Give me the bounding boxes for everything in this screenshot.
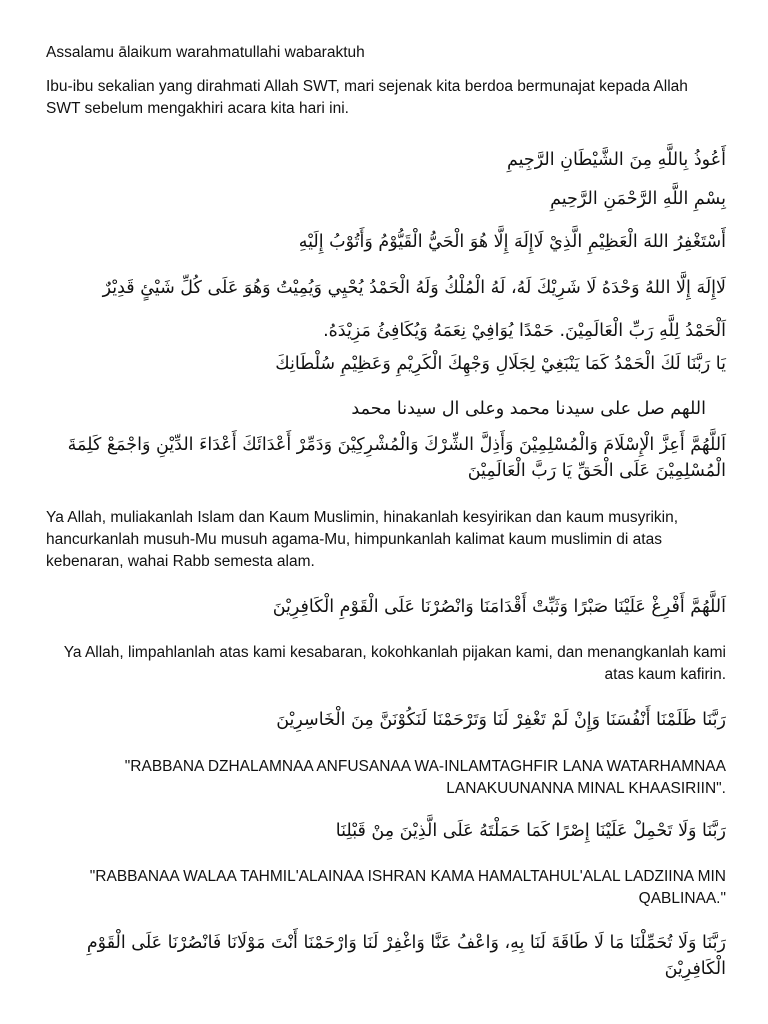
arabic-taawudz: أَعُوذُ بِاللَّهِ مِنَ الشَّيْطَانِ الرَّجِيمِ (506, 150, 726, 170)
arabic-hamdalah: اَلْحَمْدُ لِلَّهِ رَبِّ الْعَالَمِيْنَ. حَمْدًا يُوَافِيْ نِعَمَهُ وَيُكَافِئُ مَزِيْدَهُ. (323, 321, 726, 341)
arabic-doa-zhalamna: رَبَّنَا ظَلَمْنَا أَنْفُسَنَا وَإِنْ لَمْ تَغْفِرْ لَنَا وَتَرْحَمْنَا لَنَكُوْنَنَّ مِنَ الْخَاسِرِيْنَ (276, 710, 726, 730)
translation-islam: Ya Allah, muliakanlah Islam dan Kaum Muslimin, hinakanlah kesyirikan dan kaum musyrikin, hancurkanlah musuh-Mu musuh agama-Mu, himpunkanlah kalimat kaum muslimin di atas kebenaran, wahai Rabb semesta alam. (46, 509, 679, 570)
transliteration-isran: "RABBANAA WALAA TAHMIL'ALAINAA ISHRAN KAMA HAMALTAHUL'ALAL LADZIINA MIN QABLINAA." (89, 868, 726, 907)
arabic-doa-isran: رَبَّنَا وَلَا تَحْمِلْ عَلَيْنَا إِصْرًا كَمَا حَمَلْتَهُ عَلَى الَّذِيْنَ مِنْ قَبْلِنَا (335, 821, 726, 841)
arabic-doa-sabar: اَللَّهُمَّ أَفْرِغْ عَلَيْنَا صَبْرًا وَثَبِّتْ أَقْدَامَنَا وَانْصُرْنَا عَلَى الْقَوْمِ الْكَافِرِيْنَ (272, 597, 726, 617)
arabic-rabbana-lakal-hamdu: يَا رَبَّنَا لَكَ الْحَمْدُ كَمَا يَنْبَغِيْ لِجَلَالِ وَجْهِكَ الْكَرِيْمِ وَعَظِيْمِ سُلْطَانِكَ (275, 354, 726, 374)
arabic-basmalah: بِسْمِ اللَّهِ الرَّحْمَنِ الرَّحِيمِ (550, 189, 726, 209)
arabic-doa-tuhammilna: رَبَّنَا وَلَا تُحَمِّلْنَا مَا لَا طَاقَةَ لَنَا بِهِ، وَاعْفُ عَنَّا وَاغْفِرْ لَنَا وَارْحَمْنَا أَنْتَ مَوْلَانَا فَانْصُرْنَا عَلَى الْقَوْمِ الْكَافِرِيْنَ (86, 933, 726, 979)
arabic-tahlil: لَاإِلَهَ إِلَّا اللهُ وَحْدَهُ لَا شَرِيْكَ لَهُ، لَهُ الْمُلْكُ وَلَهُ الْحَمْدُ يُحْيِي وَيُمِيْتُ وَهُوَ عَلَى كُلِّ شَيْئٍ قَدِيْرٌ (102, 278, 726, 298)
arabic-istighfar: أَسْتَغْفِرُ اللهَ الْعَظِيْمِ الَّذِيْ لَاإِلَهَ إِلَّا هُوَ الْحَيُّ الْقَيُّوْمُ وَأَتُوْبُ إِلَيْهِ (298, 232, 726, 252)
arabic-doa-islam: اَللَّهُمَّ أَعِزَّ الْإِسْلَامَ وَالْمُسْلِمِيْنَ وَأَذِلَّ الشِّرْكَ وَالْمُشْرِكِيْنَ وَدَمِّرْ أَعْدَائَكَ أَعْدَاءَ الدِّيْنِ وَاجْمَعْ كَلِمَةَ الْمُسْلِمِيْنَ عَلَى الْحَقِّ يَا رَبَّ الْعَالَمِيْنَ (67, 435, 726, 481)
greeting-text: Assalamu ālaikum warahmatullahi wabaraktuh (46, 44, 365, 61)
translation-sabar: Ya Allah, limpahlanlah atas kami kesabaran, kokohkanlah pijakan kami, dan menangkanlah kami atas kaum kafirin. (63, 644, 726, 683)
arabic-shalawat: اللهم صل على سيدنا محمد وعلى ال سيدنا محمد (351, 399, 706, 419)
intro-paragraph: Ibu-ibu sekalian yang dirahmati Allah SWT, mari sejenak kita berdoa bermunajat kepada Allah SWT sebelum mengakhiri acara kita hari ini. (46, 78, 688, 117)
transliteration-zhalamna: "RABBANA DZHALAMNAA ANFUSANAA WA-INLAMTAGHFIR LANA WATARHAMNAA LANAKUUNANNA MINAL KHAASIRIIN". (124, 758, 726, 797)
